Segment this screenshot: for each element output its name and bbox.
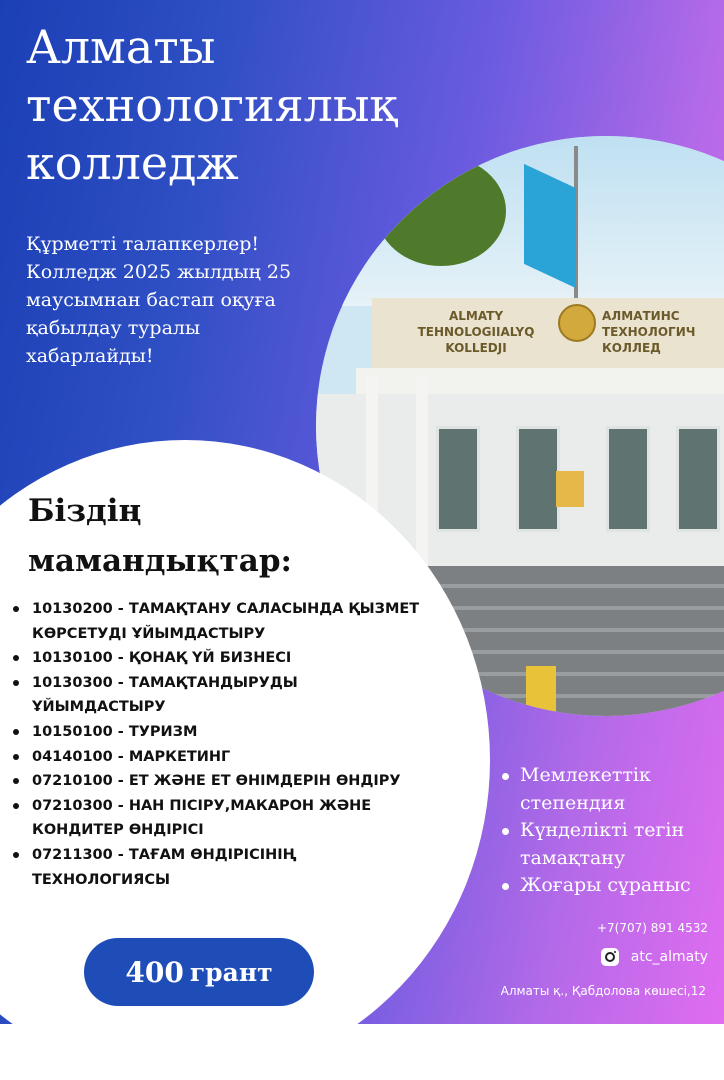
heading-line: мамандықтар: [28, 543, 292, 579]
specialty-item: 10130100 - ҚОНАҚ ҮЙ БИЗНЕСІ [10, 646, 430, 671]
title-line: колледж [26, 136, 239, 190]
grant-label: грант [189, 957, 273, 987]
grant-number: 400 [125, 955, 184, 989]
specialty-item: 10130200 - ТАМАҚТАНУ САЛАСЫНДА ҚЫЗМЕТ КӨРСЕТУДІ ҰЙЫМДАСТЫРУ [10, 597, 430, 646]
heading-line: Біздің [28, 493, 142, 529]
intro-line: қабылдау туралы [26, 317, 201, 339]
intro-line: маусымнан бастап оқуға [26, 289, 276, 311]
title-line: Алматы [26, 20, 216, 74]
specialties-list [10, 597, 430, 892]
sign-line: TEHNOLOGIIALYQ [417, 325, 535, 339]
specialties-heading [28, 486, 292, 586]
intro-line: хабарлайды! [26, 345, 154, 367]
specialty-item: 10130300 - ТАМАҚТАНДЫРУДЫ ҰЙЫМДАСТЫРУ [10, 671, 430, 720]
entrance-canopy [356, 368, 724, 394]
benefit-item: Жоғары сұраныс [498, 872, 718, 900]
phone-number[interactable]: +7(707) 891 4532 [596, 921, 708, 935]
sign-text-cyrillic [602, 308, 724, 356]
entrance-door [436, 426, 480, 532]
tactile-stripe [526, 666, 556, 716]
entrance-door [516, 426, 560, 532]
benefit-item: Күнделікті тегін тамақтану [498, 817, 718, 872]
specialty-item: 07210100 - ЕТ ЖӘНЕ ЕТ ӨНІМДЕРІН ӨНДІРУ [10, 769, 430, 794]
sign-line: АЛМАТИНС [602, 309, 680, 323]
specialty-item: 07211300 - ТАҒАМ ӨНДІРІСІНІҢ ТЕХНОЛОГИЯСЫ [10, 843, 430, 892]
entrance-door [676, 426, 720, 532]
benefits-list [498, 762, 718, 900]
specialty-item: 04140100 - МАРКЕТИНГ [10, 745, 430, 770]
instagram-text: atc_almaty [630, 949, 708, 965]
notice-board [556, 471, 584, 507]
entrance-door [606, 426, 650, 532]
sign-text-latin [406, 308, 546, 356]
state-emblem-icon [558, 304, 596, 342]
benefit-item: Мемлекеттік степендия [498, 762, 718, 817]
specialty-item: 07210300 - НАН ПІСІРУ,МАКАРОН ЖӘНЕ КОНДИТЕР ӨНДІРІСІ [10, 794, 430, 843]
sign-line: KOLLEDJI [445, 341, 507, 355]
instagram-icon [601, 948, 619, 966]
sign-line: ALMATY [448, 309, 504, 323]
grant-badge [84, 938, 314, 1006]
address: Алматы қ., Қабдолова көшесі,12 [500, 984, 706, 998]
title-line: технологиялық [26, 78, 398, 132]
sign-line: ТЕХНОЛОГИЧ [602, 325, 696, 339]
intro-text [26, 230, 326, 370]
specialty-item: 10150100 - ТУРИЗМ [10, 720, 430, 745]
sign-line: КОЛЛЕД [602, 341, 661, 355]
column [416, 376, 428, 576]
intro-line: Колледж 2025 жылдың 25 [26, 261, 292, 283]
photo-tree [376, 156, 506, 266]
instagram-handle[interactable] [601, 948, 708, 966]
intro-line: Құрметті талапкерлер! [26, 233, 260, 255]
